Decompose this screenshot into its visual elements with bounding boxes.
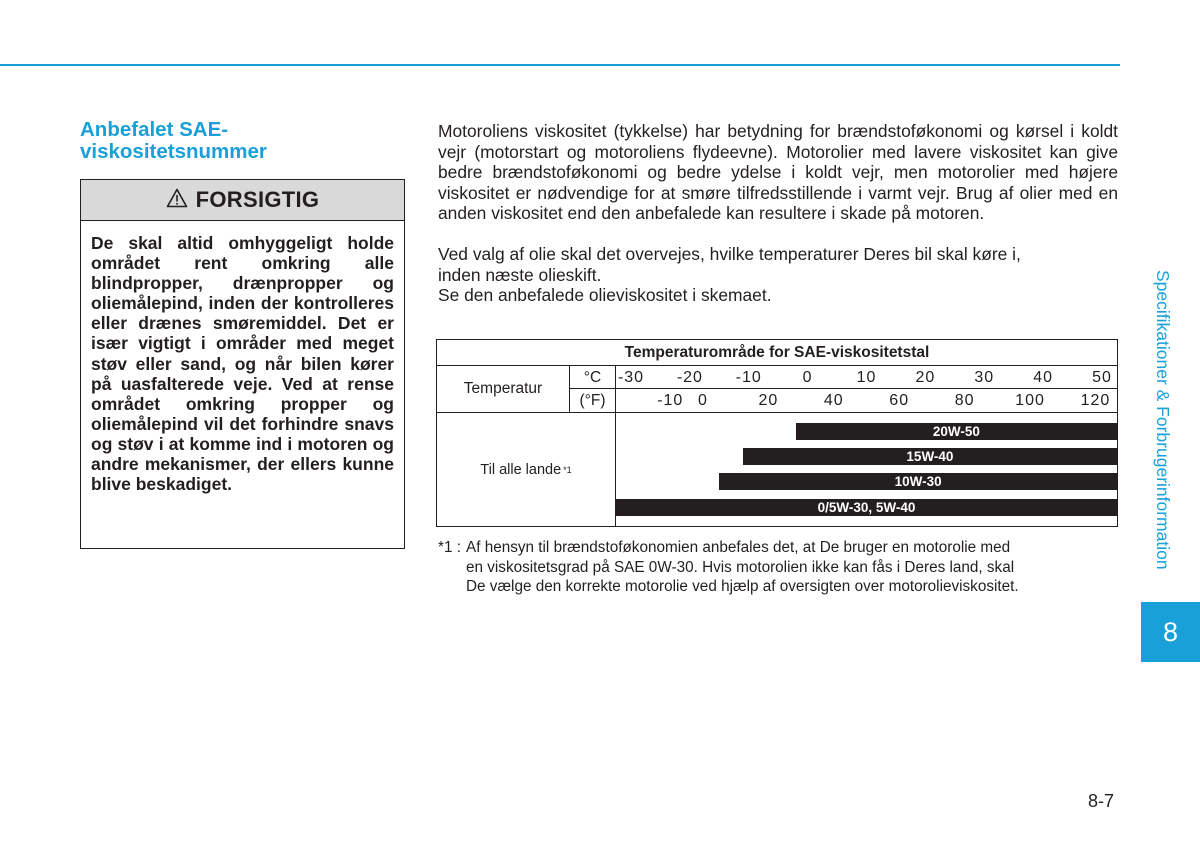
caution-header bbox=[81, 180, 404, 221]
section-heading bbox=[80, 119, 340, 163]
page-number: 8-7 bbox=[1088, 791, 1115, 811]
celsius-tick: -20 bbox=[676, 369, 703, 386]
celsius-scale bbox=[616, 366, 1117, 389]
grade-bar: 20W-50 bbox=[796, 423, 1117, 440]
chapter-number-tab: 8 bbox=[1141, 602, 1200, 662]
top-rule bbox=[0, 64, 1120, 66]
table-title: Temperaturområde for SAE-viskositetstal bbox=[437, 340, 1117, 366]
caution-box bbox=[80, 179, 405, 549]
footnote-marker: *1 : bbox=[438, 539, 461, 556]
celsius-tick: 10 bbox=[856, 369, 877, 386]
caution-body: De skal altid omhyggeligt holde området rent omkring alle blindpropper, drænpropper og oliemålepind, inden der kontrolleres eller drænes smøremiddel. Det er især vigtigt i områder med meget støv eller sand, og når bilen kører på uasfalterede veje. Ved at rense området omkring propper og oliemålepind vil det forhindre snavs og støv i at komme ind i motoren og andre mekanismer, der ellers kunne blive beskadiget. bbox=[91, 233, 394, 495]
viscosity-paragraph: Motoroliens viskositet (tykkelse) har betydning for brændstoføkonomi og kørsel i koldt vejr (motorstart og motoroliens flydeevne). Motorolier med lavere viskositet kan give bedre brændstoføkonomi og bedre ydelse i koldt vejr, men motorolier med højere viskositet er nødvendige for at smøre tilfredsstillende i varmt vejr. Brug af olier med en anden viskositet end den anbefalede kan resultere i skade på motoren. bbox=[438, 121, 1118, 224]
celsius-tick: 40 bbox=[1033, 369, 1054, 386]
fahrenheit-tick: 40 bbox=[823, 392, 844, 409]
selection-line-3: Se den anbefalede olieviskositet i skemaet. bbox=[438, 285, 772, 306]
chapter-tab-title: Specifikationer & Forbrugerinformation bbox=[1153, 270, 1173, 570]
fahrenheit-scale bbox=[616, 389, 1117, 412]
main-text bbox=[438, 121, 1118, 306]
footnote-line-1: Af hensyn til brændstoføkonomien anbefales det, at De bruger en motorolie med bbox=[466, 539, 1011, 556]
caution-title: FORSIGTIG bbox=[195, 187, 320, 212]
footnote-line-3: De vælge den korrekte motorolie ved hjælp af oversigten over motorolieviskositet. bbox=[466, 578, 1019, 596]
celsius-tick: 50 bbox=[1092, 369, 1112, 386]
section-heading-line2: viskositetsnummer bbox=[80, 140, 267, 163]
viscosity-table bbox=[436, 339, 1118, 527]
footnote bbox=[438, 538, 1123, 597]
grade-bar: 15W-40 bbox=[743, 448, 1117, 465]
fahrenheit-tick: 20 bbox=[758, 392, 779, 409]
grade-bars bbox=[616, 413, 1117, 526]
grade-bar: 0/5W-30, 5W-40 bbox=[616, 499, 1117, 516]
unit-fahrenheit: (°F) bbox=[570, 389, 616, 412]
celsius-tick: 30 bbox=[974, 369, 995, 386]
unit-celsius: °C bbox=[570, 366, 616, 389]
region-label bbox=[437, 413, 616, 526]
fahrenheit-tick: 120 bbox=[1080, 392, 1111, 409]
celsius-tick: 0 bbox=[802, 369, 813, 386]
selection-line-1: Ved valg af olie skal det overvejes, hvilke temperaturer Deres bil skal køre i, bbox=[438, 243, 1021, 264]
footnote-text bbox=[466, 538, 1123, 597]
fahrenheit-tick: -10 bbox=[657, 392, 684, 409]
fahrenheit-tick: 0 bbox=[698, 392, 708, 409]
fahrenheit-tick: 60 bbox=[889, 392, 910, 409]
fahrenheit-tick: 100 bbox=[1015, 392, 1045, 409]
fahrenheit-tick: 80 bbox=[954, 392, 975, 409]
celsius-tick: -30 bbox=[617, 369, 645, 386]
warning-triangle-icon bbox=[166, 188, 188, 213]
footnote-line-2: en viskositetsgrad på SAE 0W-30. Hvis motorolien ikke kan fås i Deres land, skal bbox=[466, 558, 1015, 576]
celsius-tick: -10 bbox=[735, 369, 762, 386]
celsius-tick: 20 bbox=[915, 369, 936, 386]
section-heading-line1: Anbefalet SAE- bbox=[80, 118, 229, 141]
grade-bar: 10W-30 bbox=[719, 473, 1117, 490]
temperature-label: Temperatur bbox=[437, 366, 570, 412]
region-footnote-mark: *1 bbox=[563, 464, 572, 475]
region-label-text: Til alle lande bbox=[480, 461, 562, 478]
selection-paragraph bbox=[438, 244, 1118, 306]
selection-line-2: inden næste olieskift. bbox=[438, 264, 602, 285]
